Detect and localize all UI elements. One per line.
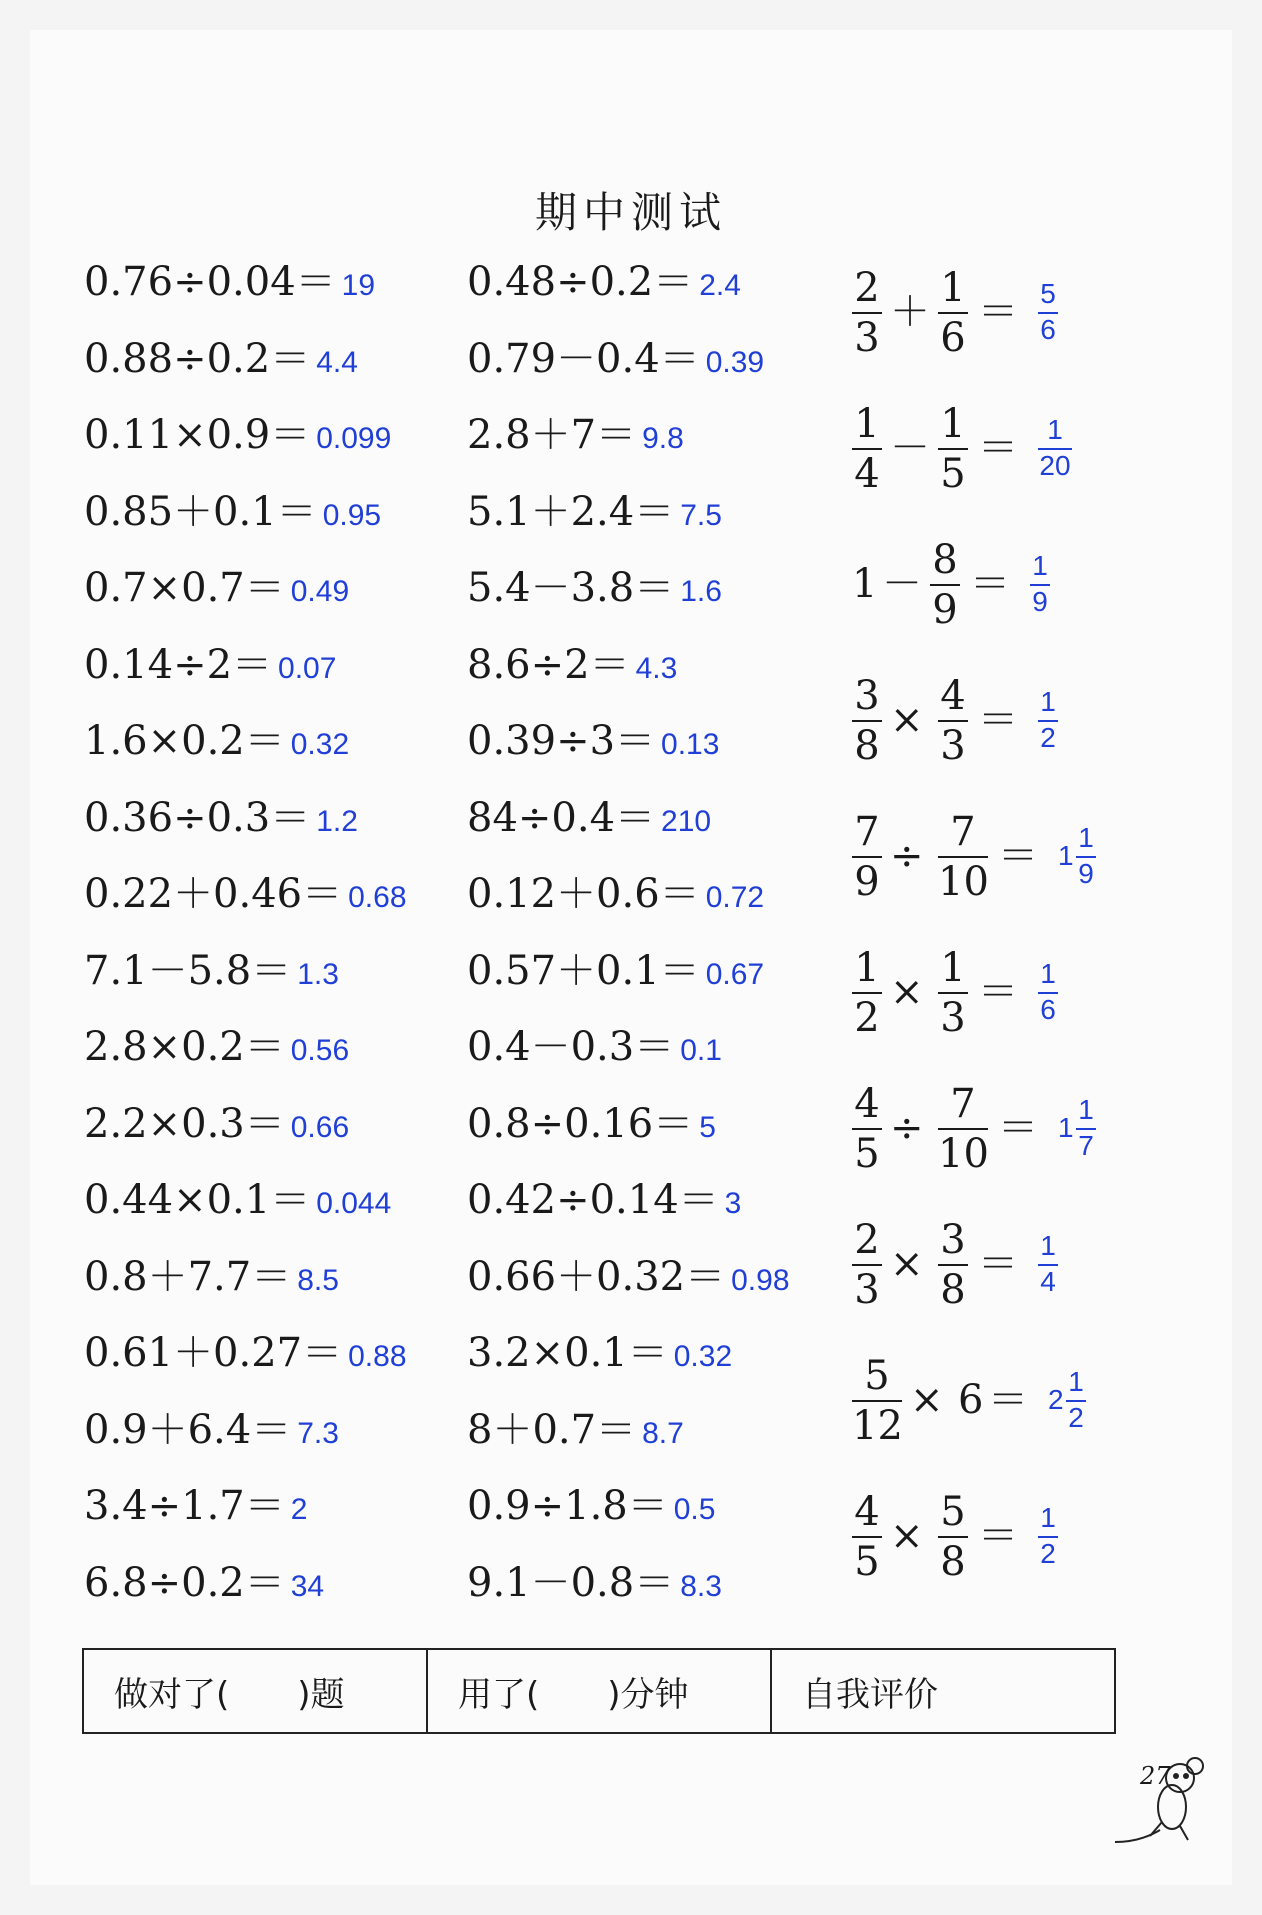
operator: － xyxy=(890,425,930,471)
equation-row xyxy=(467,794,712,842)
handwritten-answer: 1.2 xyxy=(316,804,358,838)
fraction-bar xyxy=(852,1536,882,1538)
equation-question: 0.39÷3＝ xyxy=(467,718,656,764)
fraction-numerator: 2 xyxy=(854,265,880,311)
fraction-bar xyxy=(938,1128,988,1130)
fraction-denominator: 4 xyxy=(854,451,880,497)
equals-sign: ＝ xyxy=(978,1513,1018,1559)
equation-question: 0.7×0.7＝ xyxy=(84,565,285,611)
fraction-numerator: 1 xyxy=(854,945,880,991)
equation-row xyxy=(84,1483,308,1530)
handwritten-answer: 1.3 xyxy=(297,957,339,991)
fraction-numerator: 1 xyxy=(940,945,966,991)
answer-denominator: 4 xyxy=(1040,1266,1056,1297)
handwritten-answer: 8.5 xyxy=(297,1263,339,1297)
equation-row xyxy=(84,794,358,842)
handwritten-answer: 8.7 xyxy=(642,1416,684,1450)
fraction-bar xyxy=(938,856,988,858)
equation-question: 0.79－0.4＝ xyxy=(467,335,700,382)
fraction-numerator: 3 xyxy=(940,1217,966,1263)
equation-question: 1.6×0.2＝ xyxy=(84,718,285,764)
equation-row xyxy=(84,565,350,612)
answer-denominator: 9 xyxy=(1078,858,1094,889)
handwritten-answer: 0.099 xyxy=(316,422,392,455)
handwritten-answer: 0.044 xyxy=(316,1187,392,1220)
equation-row xyxy=(467,1100,716,1148)
equation-question: 0.8＋7.7＝ xyxy=(84,1253,292,1300)
correct-count-cell: 做对了( )题 xyxy=(84,1650,428,1732)
handwritten-answer: 1.6 xyxy=(680,575,722,608)
answer-numerator: 1 xyxy=(1040,1230,1056,1261)
result-table xyxy=(82,1648,1116,1734)
handwritten-answer: 0.39 xyxy=(705,345,765,379)
fraction-numerator: 5 xyxy=(864,1353,890,1399)
fraction-bar xyxy=(938,312,968,314)
fraction-numerator: 3 xyxy=(854,673,880,719)
equation-question: 0.76÷0.04＝ xyxy=(84,259,336,305)
equation-row xyxy=(467,1177,742,1224)
fraction-bar xyxy=(938,1536,968,1538)
equation-question: 0.11×0.9＝ xyxy=(84,412,311,458)
equation-question: 5.4－3.8＝ xyxy=(467,565,675,611)
operator: × xyxy=(890,697,924,743)
equals-sign: ＝ xyxy=(988,1377,1028,1423)
equation-row xyxy=(84,641,337,689)
equation-row xyxy=(84,1024,350,1071)
fraction-denominator: 5 xyxy=(854,1539,880,1585)
handwritten-answer: 0.66 xyxy=(290,1110,350,1144)
equation-row xyxy=(467,641,678,689)
handwritten-answer: 0.32 xyxy=(290,728,350,761)
handwritten-answer: 0.1 xyxy=(680,1034,722,1067)
handwritten-answer: 7.3 xyxy=(297,1416,339,1450)
operator: ＋ xyxy=(890,289,930,335)
equation-question: 0.57＋0.1＝ xyxy=(467,947,700,994)
operator: ÷ xyxy=(890,1105,924,1151)
equation-question: 0.4－0.3＝ xyxy=(467,1024,675,1070)
fraction-numerator: 7 xyxy=(950,1081,976,1127)
equation-question: 0.61＋0.27＝ xyxy=(84,1330,343,1376)
handwritten-answer: 4.3 xyxy=(635,651,678,685)
answer-denominator: 6 xyxy=(1040,994,1056,1025)
handwritten-answer: 0.32 xyxy=(673,1340,733,1373)
equation-question: 2.8＋7＝ xyxy=(467,412,637,458)
answer-whole: 2 xyxy=(1048,1384,1064,1415)
fraction-bar xyxy=(852,1128,882,1130)
equation-question: 0.12＋0.6＝ xyxy=(467,871,700,917)
fraction-denominator: 10 xyxy=(938,859,989,905)
answer-numerator: 5 xyxy=(1040,278,1056,309)
handwritten-answer: 0.67 xyxy=(705,957,765,991)
equation-question: 3.4÷1.7＝ xyxy=(84,1483,285,1529)
equation-row xyxy=(84,1330,407,1377)
handwritten-answer: 34 xyxy=(290,1569,325,1603)
equation-row xyxy=(467,259,741,306)
handwritten-answer: 19 xyxy=(341,269,376,302)
equation-row xyxy=(467,1559,722,1607)
equation-question: 0.88÷0.2＝ xyxy=(84,335,311,382)
handwritten-answer: 0.68 xyxy=(348,881,407,914)
fraction-numerator: 4 xyxy=(854,1489,880,1535)
fraction-denominator: 9 xyxy=(854,859,880,905)
handwritten-answer: 4.4 xyxy=(316,345,358,379)
equation-row xyxy=(467,565,722,612)
equation-question: 0.14÷2＝ xyxy=(84,641,273,688)
handwritten-answer: 0.07 xyxy=(278,651,337,685)
answer-whole: 1 xyxy=(1058,1112,1074,1143)
equation-question: 5.1＋2.4＝ xyxy=(467,488,675,535)
handwritten-answer: 7.5 xyxy=(680,498,722,532)
equation-row xyxy=(467,871,765,918)
fraction-denominator: 2 xyxy=(854,995,880,1041)
self-evaluation-cell: 自我评价 xyxy=(802,1674,938,1715)
answer-numerator: 1 xyxy=(1078,822,1094,853)
fraction-bar xyxy=(852,992,882,994)
equation-row xyxy=(467,335,765,383)
handwritten-answer: 3 xyxy=(724,1187,742,1220)
handwritten-answer: 2 xyxy=(290,1493,308,1526)
answer-denominator: 7 xyxy=(1078,1130,1094,1161)
equation-row xyxy=(84,1100,350,1148)
equation-row xyxy=(84,1559,325,1607)
answer-numerator: 1 xyxy=(1032,550,1048,581)
equation-question: 0.44×0.1＝ xyxy=(84,1177,311,1223)
equation-question: 0.9÷1.8＝ xyxy=(467,1483,668,1529)
handwritten-answer: 2.4 xyxy=(699,269,741,302)
fraction-denominator: 12 xyxy=(852,1403,903,1449)
fraction-bar xyxy=(852,1400,902,1402)
equation-question: 9.1－0.8＝ xyxy=(467,1559,675,1606)
equation-row xyxy=(467,1024,722,1071)
page-title: 期中测试 xyxy=(534,188,727,237)
fraction-denominator: 10 xyxy=(938,1131,989,1177)
equation-question: 84÷0.4＝ xyxy=(467,794,656,841)
fraction-denominator: 3 xyxy=(854,1267,880,1313)
fraction-denominator: 5 xyxy=(854,1131,880,1177)
equation-question: 3.2×0.1＝ xyxy=(467,1330,668,1376)
equation-question: 0.48÷0.2＝ xyxy=(467,259,694,305)
answer-numerator: 1 xyxy=(1040,1502,1056,1533)
answer-denominator: 9 xyxy=(1032,586,1048,617)
operator: × xyxy=(910,1377,944,1423)
fraction-bar xyxy=(938,448,968,450)
equation-row xyxy=(84,259,376,306)
fraction-bar xyxy=(938,720,968,722)
fraction-numerator: 1 xyxy=(940,265,966,311)
fraction-numerator: 4 xyxy=(940,673,966,719)
equation-row xyxy=(467,718,720,765)
answer-denominator: 2 xyxy=(1068,1402,1084,1433)
equation-row xyxy=(467,1253,790,1301)
fraction-denominator: 5 xyxy=(940,451,966,497)
equation-question: 0.9＋6.4＝ xyxy=(84,1406,292,1453)
handwritten-answer: 5 xyxy=(699,1110,716,1144)
answer-numerator: 1 xyxy=(1040,686,1056,717)
operator: － xyxy=(882,561,922,607)
equation-question: 0.8÷0.16＝ xyxy=(467,1100,694,1147)
page-number: 27 xyxy=(1140,1762,1171,1790)
fraction-bar xyxy=(852,1264,882,1266)
handwritten-answer: 8.3 xyxy=(680,1569,722,1603)
fraction-bar xyxy=(938,992,968,994)
handwritten-answer: 0.13 xyxy=(661,728,720,761)
equals-sign: ＝ xyxy=(978,1241,1018,1287)
answer-whole: 1 xyxy=(1058,840,1074,871)
equation-question: 2.8×0.2＝ xyxy=(84,1024,285,1070)
equation-question: 0.66＋0.32＝ xyxy=(467,1253,726,1300)
equation-question: 6.8÷0.2＝ xyxy=(84,1559,285,1606)
equation-row xyxy=(84,1177,392,1224)
equation-question: 0.22＋0.46＝ xyxy=(84,871,343,917)
equals-sign: ＝ xyxy=(970,561,1010,607)
handwritten-answer: 210 xyxy=(661,804,712,838)
handwritten-answer: 0.72 xyxy=(705,881,765,914)
fraction-numerator: 1 xyxy=(940,401,966,447)
fraction-numerator: 5 xyxy=(940,1489,966,1535)
equation-question: 8.6÷2＝ xyxy=(467,641,630,688)
whole-number: 6 xyxy=(958,1377,984,1423)
handwritten-answer: 0.88 xyxy=(348,1340,407,1373)
equals-sign: ＝ xyxy=(978,697,1018,743)
equation-question: 0.36÷0.3＝ xyxy=(84,794,311,841)
handwritten-answer: 0.5 xyxy=(673,1493,716,1526)
fraction-denominator: 3 xyxy=(940,723,966,769)
time-used-cell: 用了( )分钟 xyxy=(428,1650,772,1732)
answer-numerator: 1 xyxy=(1047,414,1063,445)
equation-row xyxy=(84,871,407,918)
answer-numerator: 1 xyxy=(1040,958,1056,989)
answer-denominator: 2 xyxy=(1040,1538,1056,1569)
equation-question: 0.42÷0.14＝ xyxy=(467,1177,719,1223)
fraction-numerator: 2 xyxy=(854,1217,880,1263)
answer-numerator: 1 xyxy=(1068,1366,1084,1397)
fraction-denominator: 6 xyxy=(940,315,966,361)
handwritten-answer: 0.56 xyxy=(290,1034,350,1067)
fraction-bar xyxy=(852,312,882,314)
answer-denominator: 6 xyxy=(1040,314,1056,345)
handwritten-answer: 9.8 xyxy=(642,422,684,455)
operator: × xyxy=(890,1513,924,1559)
fraction-denominator: 8 xyxy=(940,1539,966,1585)
equation-row xyxy=(467,488,722,536)
equation-question: 7.1－5.8＝ xyxy=(84,947,292,994)
fraction-bar xyxy=(930,584,960,586)
equals-sign: ＝ xyxy=(978,425,1018,471)
equation-row xyxy=(467,412,684,459)
equation-question: 8＋0.7＝ xyxy=(467,1406,637,1453)
equation-row xyxy=(467,1483,716,1530)
equation-row xyxy=(84,412,392,459)
fraction-numerator: 1 xyxy=(854,401,880,447)
fraction-denominator: 3 xyxy=(940,995,966,1041)
fraction-numerator: 7 xyxy=(950,809,976,855)
answer-denominator: 20 xyxy=(1039,450,1071,481)
answer-denominator: 2 xyxy=(1040,722,1056,753)
operator: × xyxy=(890,1241,924,1287)
fraction-denominator: 9 xyxy=(932,587,958,633)
equation-row xyxy=(467,1406,684,1454)
equation-row xyxy=(84,1253,339,1301)
fraction-bar xyxy=(852,856,882,858)
fraction-numerator: 4 xyxy=(854,1081,880,1127)
fraction-denominator: 8 xyxy=(854,723,880,769)
equals-sign: ＝ xyxy=(978,969,1018,1015)
fraction-bar xyxy=(938,1264,968,1266)
fraction-denominator: 8 xyxy=(940,1267,966,1313)
equation-row xyxy=(84,947,339,995)
answer-numerator: 1 xyxy=(1078,1094,1094,1125)
equation-row xyxy=(84,488,382,536)
fraction-denominator: 3 xyxy=(854,315,880,361)
handwritten-answer: 0.98 xyxy=(731,1263,790,1297)
equation-row xyxy=(84,1406,339,1454)
fraction-numerator: 7 xyxy=(854,809,880,855)
equation-row xyxy=(467,947,765,995)
equation-row xyxy=(84,718,350,765)
handwritten-answer: 0.95 xyxy=(322,498,382,532)
equals-sign: ＝ xyxy=(998,1105,1038,1151)
fraction-numerator: 8 xyxy=(932,537,958,583)
handwritten-answer: 0.49 xyxy=(290,575,350,608)
operator: × xyxy=(890,969,924,1015)
equation-row xyxy=(467,1330,733,1377)
operator: ÷ xyxy=(890,833,924,879)
equation-question: 0.85＋0.1＝ xyxy=(84,488,317,535)
fraction-bar xyxy=(852,448,882,450)
equals-sign: ＝ xyxy=(978,289,1018,335)
equals-sign: ＝ xyxy=(998,833,1038,879)
equation-row xyxy=(84,335,358,383)
whole-number: 1 xyxy=(852,561,878,607)
equation-question: 2.2×0.3＝ xyxy=(84,1100,285,1147)
fraction-bar xyxy=(852,720,882,722)
